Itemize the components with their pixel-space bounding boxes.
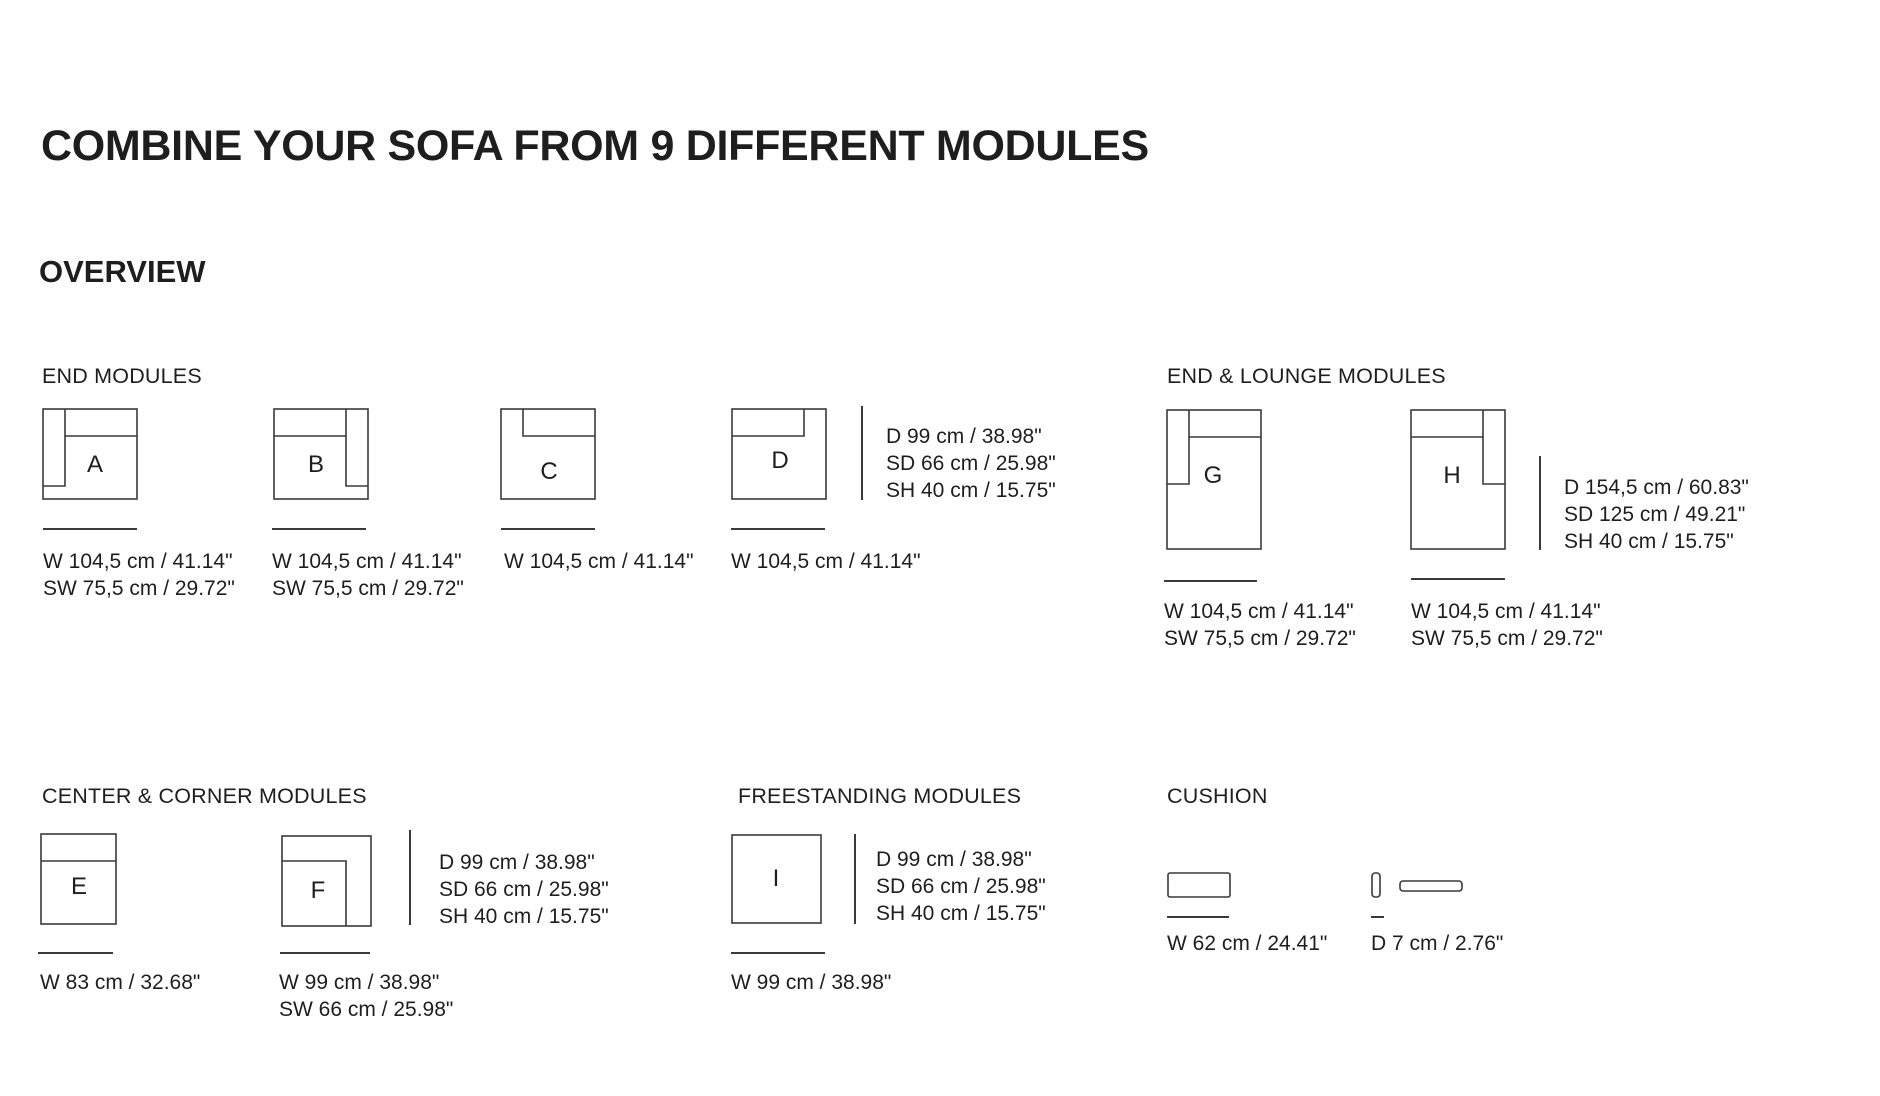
module-g-width-line xyxy=(1164,580,1257,582)
module-g-label: G xyxy=(1203,462,1223,489)
module-e-width: W 83 cm / 32.68" xyxy=(40,971,201,994)
module-d-label: D xyxy=(771,447,789,474)
module-f-width: W 99 cm / 38.98" xyxy=(279,971,440,994)
module-e-dimensions xyxy=(40,969,200,996)
module-c-dimensions xyxy=(504,548,694,575)
cushion-width-dimensions xyxy=(1167,930,1327,957)
module-d-width: W 104,5 cm / 41.14" xyxy=(731,550,921,573)
module-h-seat-width: SW 75,5 cm / 29.72" xyxy=(1411,627,1603,650)
module-f-diagram xyxy=(282,836,371,926)
module-i-width-line xyxy=(731,952,825,954)
section-freestanding-modules: FREESTANDING MODULES xyxy=(738,784,1022,808)
module-i-label: I xyxy=(772,865,780,892)
module-i-seat-height: SH 40 cm / 15.75" xyxy=(876,902,1046,925)
module-g-diagram xyxy=(1167,410,1261,549)
module-e-label: E xyxy=(70,873,88,900)
module-h-depth: D 154,5 cm / 60.83" xyxy=(1564,476,1749,499)
module-b-width: W 104,5 cm / 41.14" xyxy=(272,550,462,573)
module-d-depth: D 99 cm / 38.98" xyxy=(886,425,1042,448)
module-d-depth-line xyxy=(861,406,863,500)
cushion-width-line xyxy=(1167,916,1229,918)
module-f-seat-depth: SD 66 cm / 25.98" xyxy=(439,878,609,901)
module-h-depth-dimensions xyxy=(1564,474,1749,555)
module-g-width: W 104,5 cm / 41.14" xyxy=(1164,600,1354,623)
module-a-seat-width: SW 75,5 cm / 29.72" xyxy=(43,577,235,600)
module-h-label: H xyxy=(1443,462,1461,489)
module-f-depth-dimensions xyxy=(439,849,609,930)
module-i-seat-depth: SD 66 cm / 25.98" xyxy=(876,875,1046,898)
module-b-diagram xyxy=(274,409,368,499)
module-d-diagram xyxy=(732,409,826,499)
cushion-width: W 62 cm / 24.41" xyxy=(1167,932,1328,955)
module-i-depth-line xyxy=(854,834,856,924)
cushion-depth-dimensions xyxy=(1371,930,1503,957)
module-g-seat-width: SW 75,5 cm / 29.72" xyxy=(1164,627,1356,650)
module-d-dimensions xyxy=(731,548,921,575)
module-i-dimensions xyxy=(731,969,891,996)
module-b-dimensions xyxy=(272,548,464,602)
module-f-depth-line xyxy=(409,830,411,925)
module-f-seat-height: SH 40 cm / 15.75" xyxy=(439,905,609,928)
module-d-depth-dimensions xyxy=(886,423,1056,504)
module-d-seat-height: SH 40 cm / 15.75" xyxy=(886,479,1056,502)
module-e-diagram xyxy=(41,834,116,924)
module-h-dimensions xyxy=(1411,598,1603,652)
module-a-label: A xyxy=(86,451,104,478)
module-a-width: W 104,5 cm / 41.14" xyxy=(43,550,233,573)
section-center-corner-modules: CENTER & CORNER MODULES xyxy=(42,784,367,808)
module-a-diagram xyxy=(43,409,137,499)
module-c-diagram xyxy=(501,409,595,499)
module-i-width: W 99 cm / 38.98" xyxy=(731,971,892,994)
section-end-lounge-modules: END & LOUNGE MODULES xyxy=(1167,364,1446,388)
section-end-modules: END MODULES xyxy=(42,364,202,388)
module-a-width-line xyxy=(43,528,137,530)
module-i-diagram xyxy=(732,835,821,923)
cushion-depth: D 7 cm / 2.76" xyxy=(1371,932,1504,955)
overview-heading: OVERVIEW xyxy=(39,254,206,289)
module-f-label: F xyxy=(310,877,326,904)
section-cushion: CUSHION xyxy=(1167,784,1268,808)
module-h-width-line xyxy=(1411,578,1505,580)
module-b-width-line xyxy=(272,528,366,530)
module-d-seat-depth: SD 66 cm / 25.98" xyxy=(886,452,1056,475)
module-h-seat-depth: SD 125 cm / 49.21" xyxy=(1564,503,1746,526)
module-c-label: C xyxy=(540,458,558,485)
module-f-width-line xyxy=(280,952,370,954)
module-g-dimensions xyxy=(1164,598,1356,652)
cushion-top-view xyxy=(1168,873,1230,897)
module-h-diagram xyxy=(1411,410,1505,549)
module-c-width-line xyxy=(501,528,595,530)
module-f-dimensions xyxy=(279,969,453,1023)
cushion-side-view xyxy=(1371,873,1464,897)
module-f-seat-width: SW 66 cm / 25.98" xyxy=(279,998,454,1021)
page-title: COMBINE YOUR SOFA FROM 9 DIFFERENT MODULES xyxy=(41,122,1149,170)
module-h-seat-height: SH 40 cm / 15.75" xyxy=(1564,530,1734,553)
module-d-width-line xyxy=(731,528,825,530)
module-a-dimensions xyxy=(43,548,235,602)
module-e-width-line xyxy=(38,952,113,954)
module-h-depth-line xyxy=(1539,456,1541,550)
module-h-width: W 104,5 cm / 41.14" xyxy=(1411,600,1601,623)
module-i-depth: D 99 cm / 38.98" xyxy=(876,848,1032,871)
module-f-depth: D 99 cm / 38.98" xyxy=(439,851,595,874)
module-c-width: W 104,5 cm / 41.14" xyxy=(504,550,694,573)
module-b-label: B xyxy=(307,451,325,478)
cushion-depth-line xyxy=(1371,916,1384,918)
module-b-seat-width: SW 75,5 cm / 29.72" xyxy=(272,577,464,600)
module-i-depth-dimensions xyxy=(876,846,1046,927)
